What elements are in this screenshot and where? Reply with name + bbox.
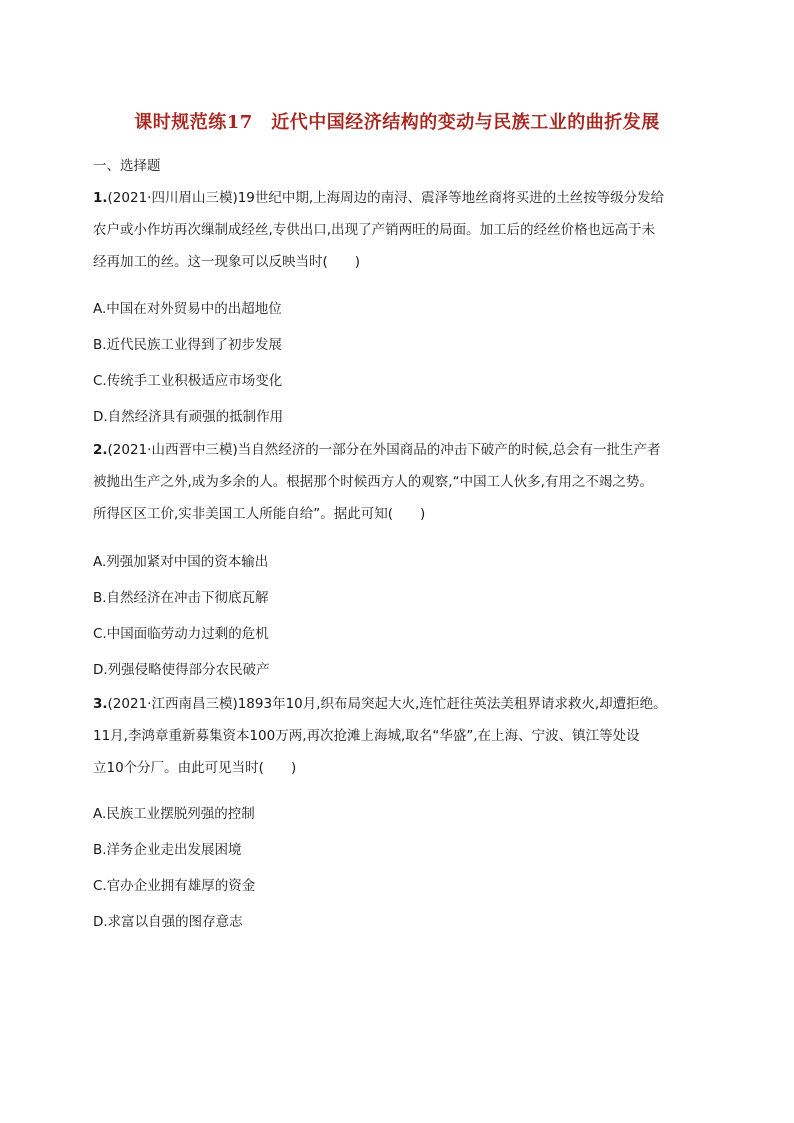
question-3-line-2: 11月,李鸿章重新募集资本100万两,再次抢滩上海城,取名“华盛”,在上海、宁波、镇江等处设	[93, 728, 640, 744]
question-number: 2.	[93, 442, 108, 458]
question-2-line-3: 所得区区工价,实非美国工人所能自给”。据此可知( )	[93, 506, 426, 522]
question-1-option-d: D.自然经济具有顽强的抵制作用	[93, 409, 284, 425]
question-2-option-c: C.中国面临劳动力过剩的危机	[93, 626, 269, 642]
question-3-option-b: B.洋务企业走出发展困境	[93, 842, 242, 858]
question-1-option-b: B.近代民族工业得到了初步发展	[93, 337, 283, 353]
question-3-option-a: A.民族工业摆脱列强的控制	[93, 806, 255, 822]
question-3-line-1: 3.(2021·江西南昌三模)1893年10月,织布局突起大火,连忙赶往英法美租界请求救火,却遭拒绝。	[93, 696, 667, 712]
question-1-line-3: 经再加工的丝。这一现象可以反映当时( )	[93, 254, 361, 270]
question-number: 1.	[93, 190, 108, 206]
page-title: 课时规范练17 近代中国经济结构的变动与民族工业的曲折发展	[134, 112, 660, 133]
question-3-option-c: C.官办企业拥有雄厚的资金	[93, 878, 256, 894]
question-2-option-d: D.列强侵略使得部分农民破产	[93, 662, 270, 678]
question-2-stem	[93, 434, 723, 530]
question-1-option-a: A.中国在对外贸易中的出超地位	[93, 301, 282, 317]
question-2-line-2: 被抛出生产之外,成为多余的人。根据那个时候西方人的观察,“中国工人伙多,有用之不竭之势。	[93, 474, 653, 490]
question-2-line-1: 2.(2021·山西晋中三模)当自然经济的一部分在外国商品的冲击下破产的时候,总会有一批生产者	[93, 442, 661, 458]
question-3-option-d: D.求富以自强的图存意志	[93, 914, 243, 930]
question-2-option-a: A.列强加紧对中国的资本输出	[93, 554, 269, 570]
question-1-option-c: C.传统手工业积极适应市场变化	[93, 373, 283, 389]
question-1-stem	[93, 182, 723, 278]
question-3-stem	[93, 688, 723, 784]
question-3-line-3: 立10个分厂。由此可见当时( )	[93, 760, 297, 776]
section-heading: 一、选择题	[93, 158, 161, 174]
question-1-line-2: 农户或小作坊再次缫制成经丝,专供出口,出现了产销两旺的局面。加工后的经丝价格也远高于未	[93, 222, 656, 238]
question-number: 3.	[93, 696, 108, 712]
question-1-line-1: 1.(2021·四川眉山三模)19世纪中期,上海周边的南浔、震泽等地丝商将买进的土丝按等级分发给	[93, 190, 665, 206]
question-2-option-b: B.自然经济在冲击下彻底瓦解	[93, 590, 269, 606]
